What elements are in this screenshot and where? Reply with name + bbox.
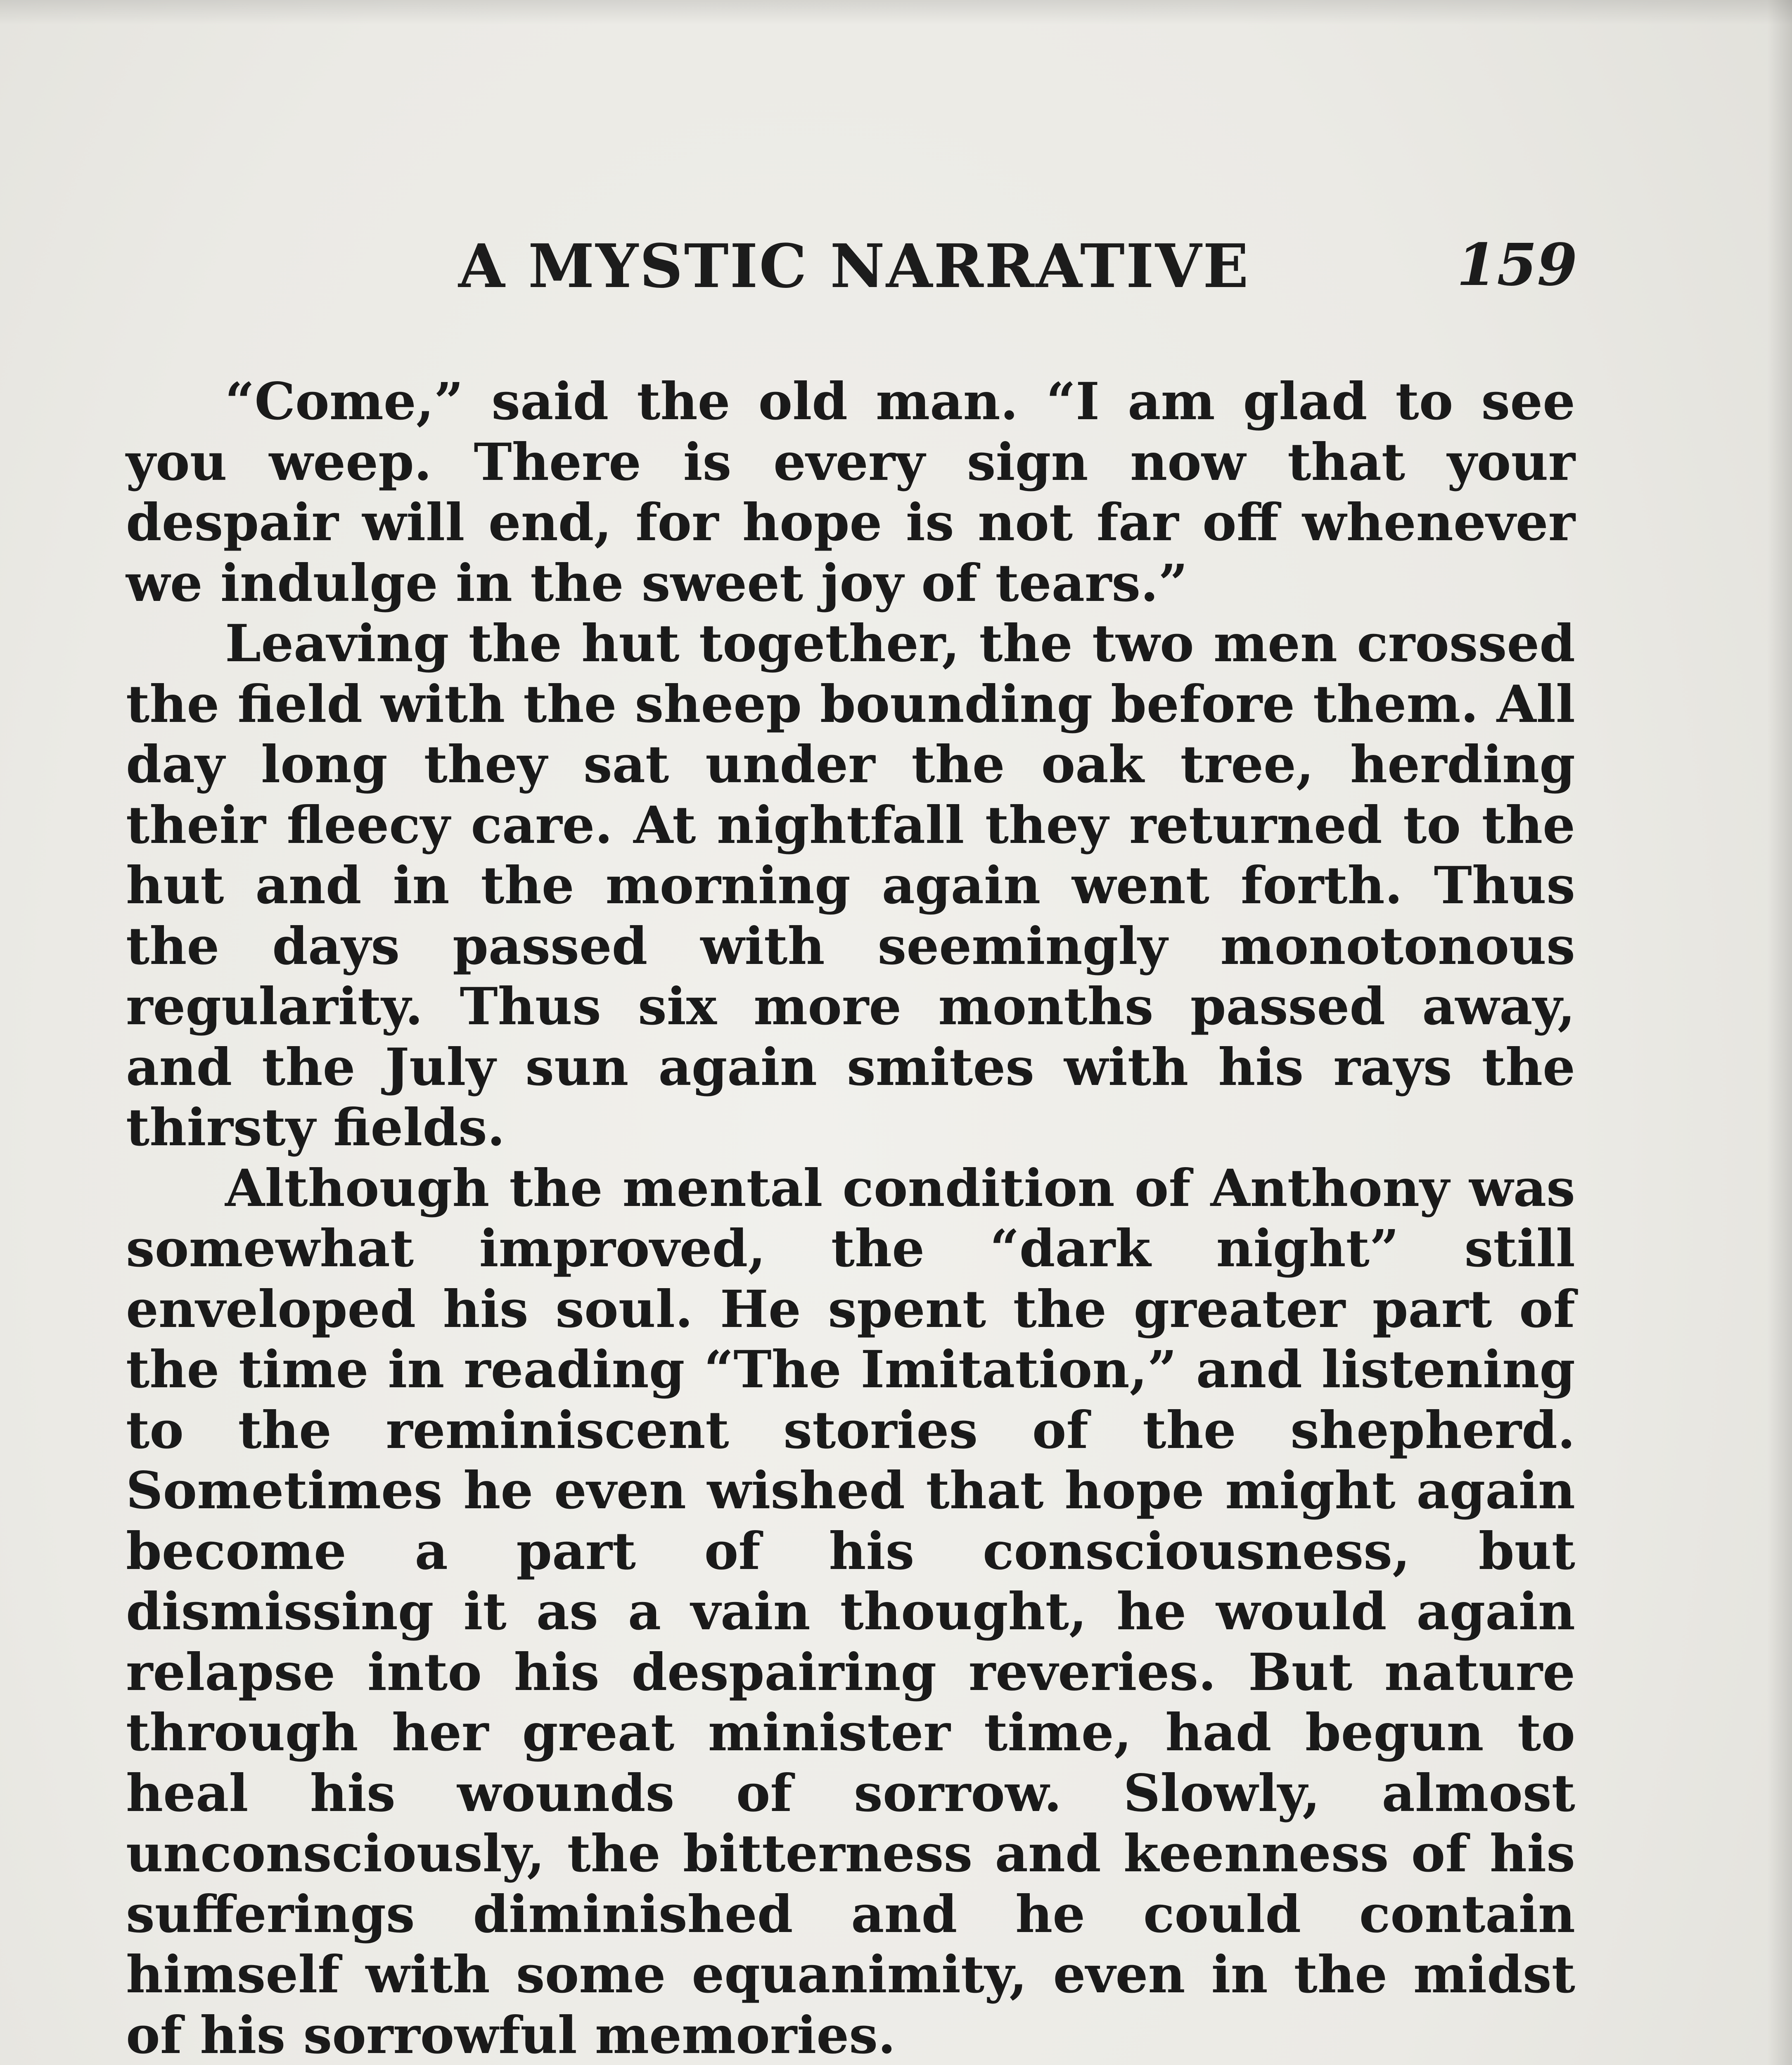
running-title: A MYSTIC NARRATIVE <box>458 231 1250 301</box>
page-number: 159 <box>1456 231 1577 299</box>
body-text <box>126 372 1575 2065</box>
paragraph: Leaving the hut together, the two men crossed the field with the sheep bounding before them. All day long they sat under the oak tree, herding their fleecy care. At nightfall they returned to the hut and in the morning again went forth. Thus the days passed with seemingly monotonous regularity. Thus six more months passed away, and the July sun again smites with his rays the thirsty fields. <box>126 614 1575 1158</box>
page-header <box>124 223 1577 306</box>
paragraph: “Come,” said the old man. “I am glad to see you weep. There is every sign now that your despair will end, for hope is not far off whenever we indulge in the sweet joy of tears.” <box>126 372 1575 613</box>
page-edge-shadow <box>1767 0 1792 2065</box>
page-top-shadow <box>0 0 1792 25</box>
paragraph: Although the mental condition of Anthony was somewhat improved, the “dark night” still enveloped his soul. He spent the greater part of the time in reading “The Imitation,” and listening to the reminiscent stories of the shepherd. Sometimes he even wished that hope might again become a part of his consciousness, but dismissing it as a vain thought, he would again relapse into his despairing reveries. But nature through her great minister time, had begun to heal his wounds of sorrow. Slowly, almost unconsciously, the bitterness and keenness of his sufferings diminished and he could contain himself with some equanimity, even in the midst of his sorrowful memories. <box>126 1158 1575 2065</box>
